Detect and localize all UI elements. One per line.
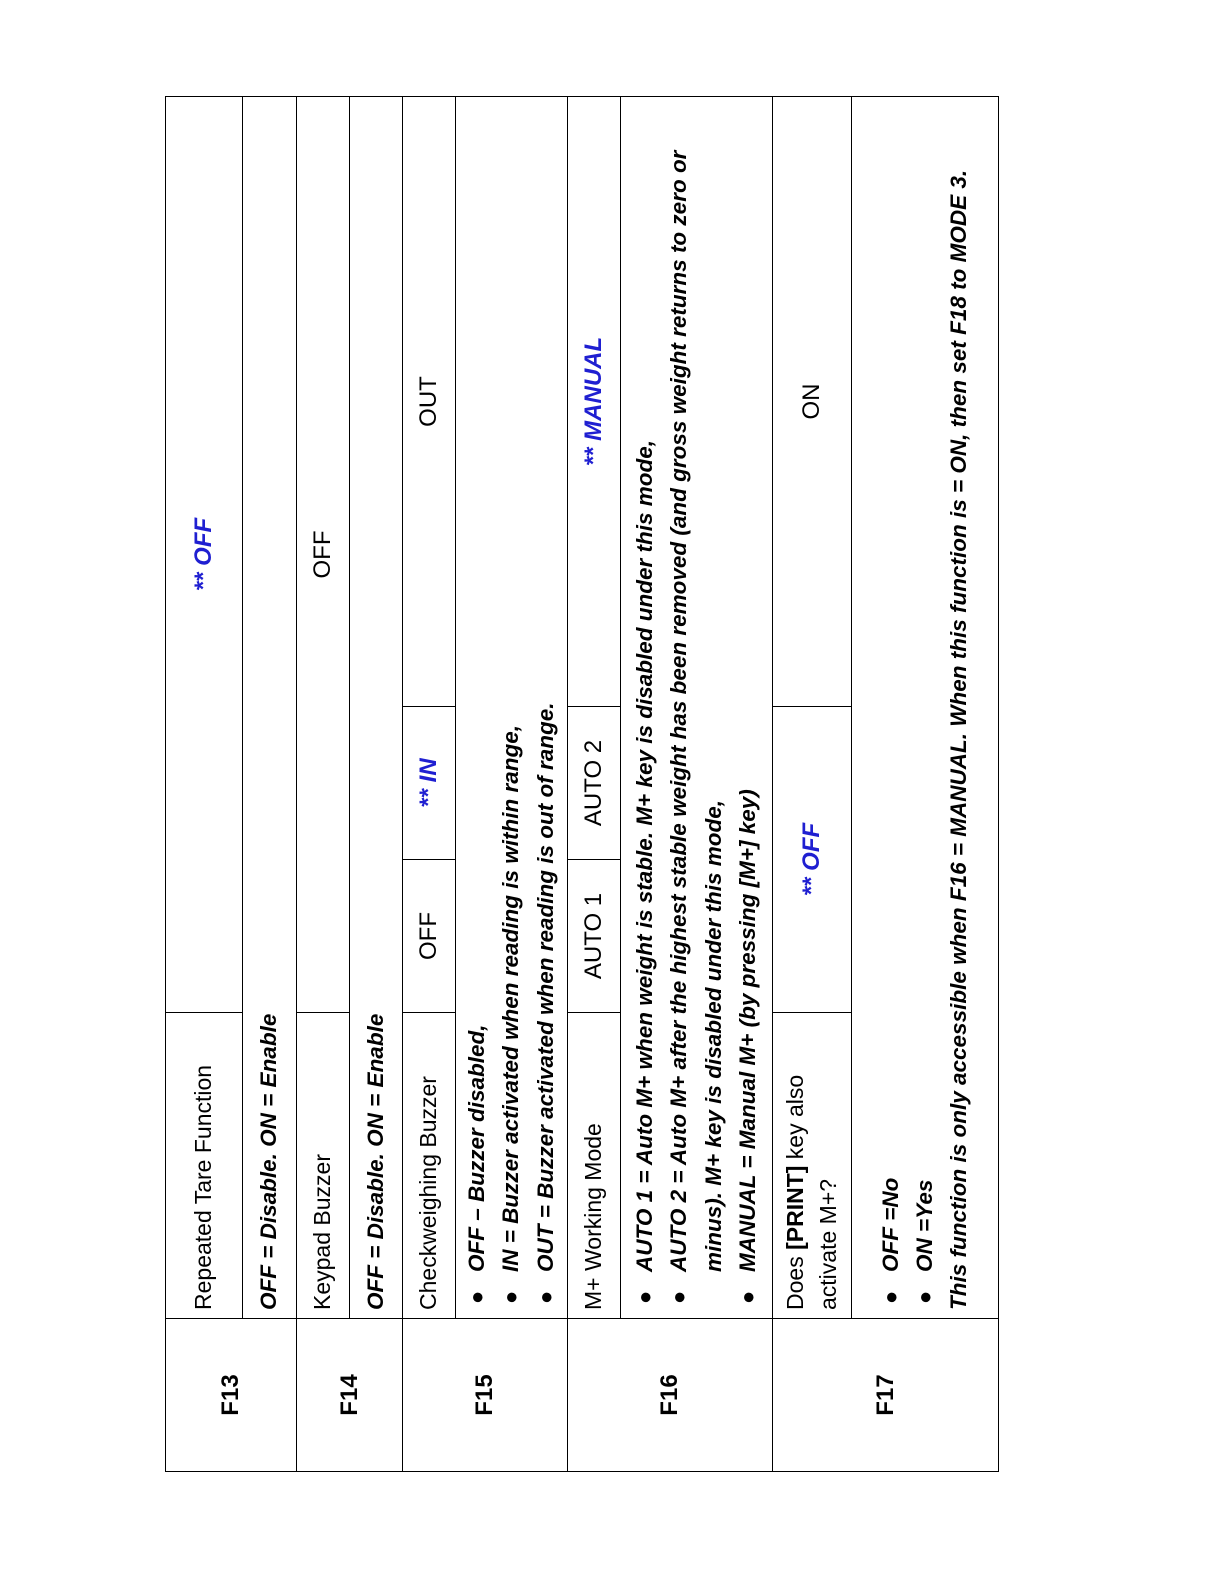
function-description: OFF = Disable. ON = Enable [243,97,297,1319]
function-note: This function is only accessible when F16 = MANUAL. When this function is = ON, then set F18 to MODE 3. [946,169,972,1310]
row-f15 [403,97,456,1472]
function-code: F14 [297,1319,403,1472]
bullet-item: ● IN = Buzzer activated when reading is within range, [494,105,528,1310]
function-description: OFF = Disable. ON = Enable [350,97,403,1319]
function-description [852,97,999,1319]
function-settings-table [165,96,999,1472]
bullet-icon: ● [734,1290,760,1304]
default-option: ** MANUAL [568,97,621,707]
option: OFF [297,97,350,1013]
function-name: Does [PRINT] key also activate M+? [773,1013,852,1319]
bullet-item: ● AUTO 2 = Auto M+ after the highest stable weight has been removed (and gross weight returns to zero or minus). M+ key is disabled under this mode, [662,105,730,1310]
function-name: Repeated Tare Function [166,1013,243,1319]
row-f13-desc [243,97,297,1472]
option: AUTO 1 [568,860,621,1013]
function-name: Checkweighing Buzzer [403,1013,456,1319]
default-option: ** OFF [773,707,852,1013]
rotated-page [165,97,998,1472]
row-f17 [773,97,852,1472]
bullet-item: ● MANUAL = Manual M+ (by pressing [M+] key) [731,105,765,1310]
default-option: ** IN [403,707,456,860]
row-f13 [166,97,243,1472]
bullet-icon: ● [877,1290,903,1304]
function-name: M+ Working Mode [568,1013,621,1319]
bullet-item: ● AUTO 1 = Auto M+ when weight is stable. M+ key is disabled under this mode, [628,105,662,1310]
row-f15-desc [456,97,568,1472]
row-f17-desc [852,97,999,1472]
bullet-item: ● OFF =No [874,105,908,1310]
bullet-icon: ● [532,1290,558,1304]
bullet-item: ● OUT = Buzzer activated when reading is out of range. [529,105,563,1310]
function-code: F15 [403,1319,568,1472]
row-f14-desc [350,97,403,1472]
row-f16-desc [621,97,773,1472]
row-f14 [297,97,350,1472]
bullet-icon: ● [666,1290,692,1304]
option: ON [773,97,852,707]
function-name: Keypad Buzzer [297,1013,350,1319]
bullet-icon: ● [632,1290,658,1304]
option: AUTO 2 [568,707,621,860]
function-description [621,97,773,1319]
function-description [456,97,568,1319]
option: OUT [403,97,456,707]
bullet-item: ● ON =Yes [908,105,942,1310]
row-f16 [568,97,621,1472]
bullet-icon: ● [498,1290,524,1304]
default-option: ** OFF [166,97,243,1013]
bullet-icon: ● [911,1290,937,1304]
function-code: F13 [166,1319,297,1472]
bullet-item: ● OFF – Buzzer disabled, [460,105,494,1310]
option: OFF [403,860,456,1013]
function-code: F16 [568,1319,773,1472]
bullet-icon: ● [464,1290,490,1304]
function-code: F17 [773,1319,999,1472]
